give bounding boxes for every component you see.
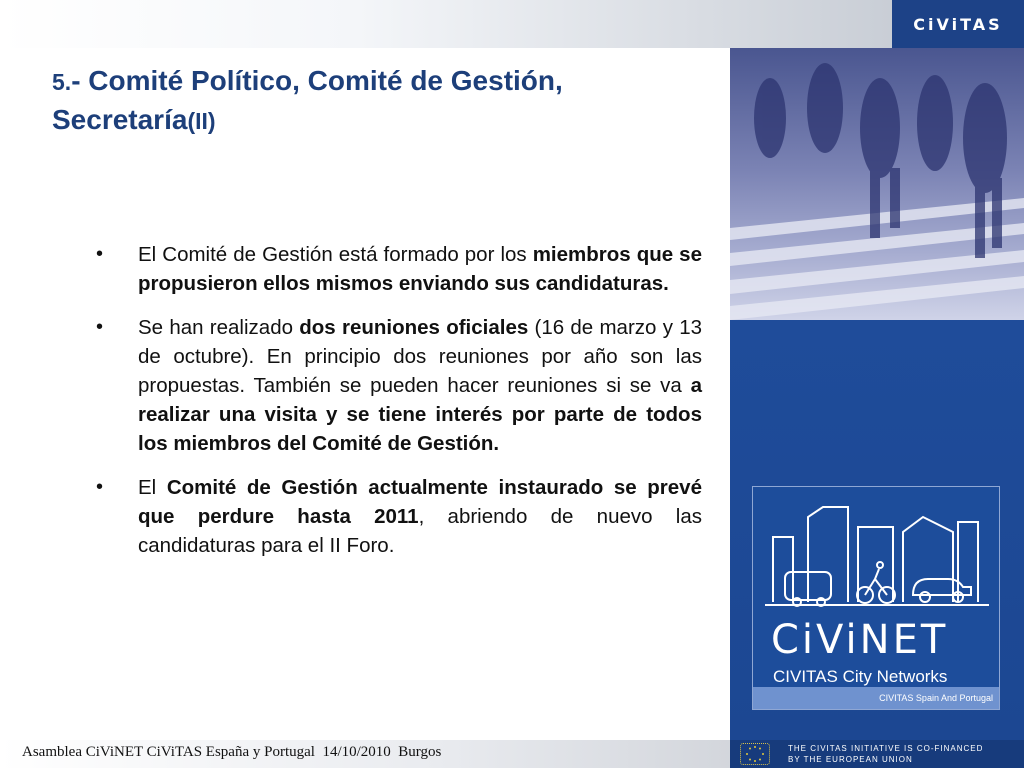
crowd-photo <box>730 48 1024 320</box>
bullet-item <box>96 473 702 560</box>
bullet-dot: • <box>96 316 104 338</box>
slide-title <box>52 62 712 140</box>
slide-title-number: 5. <box>52 69 72 95</box>
eu-cofinance-bar <box>730 740 1024 768</box>
top-banner <box>0 0 892 48</box>
footer-text: Asamblea CiViNET CiViTAS España y Portugal 14/10/2010 Burgos <box>22 744 442 760</box>
eu-cofinance-text: THE CIVITAS INITIATIVE IS CO-FINANCED BY THE EUROPEAN UNION <box>788 744 984 764</box>
slide-title-suffix: (II) <box>187 108 216 134</box>
civitas-city-networks: CIVITAS City Networks <box>773 667 948 686</box>
bullet-item <box>96 313 702 458</box>
slide-title-main: - Comité Político, Comité de Gestión, Secretaría <box>52 65 563 135</box>
bullet-text: Se han realizado dos reuniones oficiales (16 de marzo y 13 de octubre). En principio dos reuniones por año son las propuestas. También se pueden hacer reuniones si se va a realizar una visita y se tiene interés por parte de todos los miembros del Comité de Gestión. <box>138 316 703 455</box>
civinet-logo <box>752 486 1000 710</box>
civitas-brand-text: CiViTAS <box>913 14 1003 34</box>
bullet-dot: • <box>96 243 104 265</box>
city-skyline-icon <box>753 487 1001 617</box>
eu-flag-icon <box>740 743 770 765</box>
civitas-spain-portugal: CIVITAS Spain And Portugal <box>753 687 999 709</box>
bullet-text: El Comité de Gestión actualmente instaurado se prevé que perdure hasta 2011, abriendo de nuevo las candidaturas para el II Foro. <box>138 476 702 557</box>
civitas-brand <box>892 0 1024 48</box>
crowd-photo-illustration <box>730 48 1024 320</box>
civinet-wordmark: CiViNET <box>771 617 949 663</box>
bullet-list <box>96 240 702 575</box>
bullet-text: El Comité de Gestión está formado por los miembros que se propusieron ellos mismos enviando sus candidaturas. <box>138 243 702 295</box>
bullet-item <box>96 240 702 298</box>
bullet-dot: • <box>96 476 104 498</box>
